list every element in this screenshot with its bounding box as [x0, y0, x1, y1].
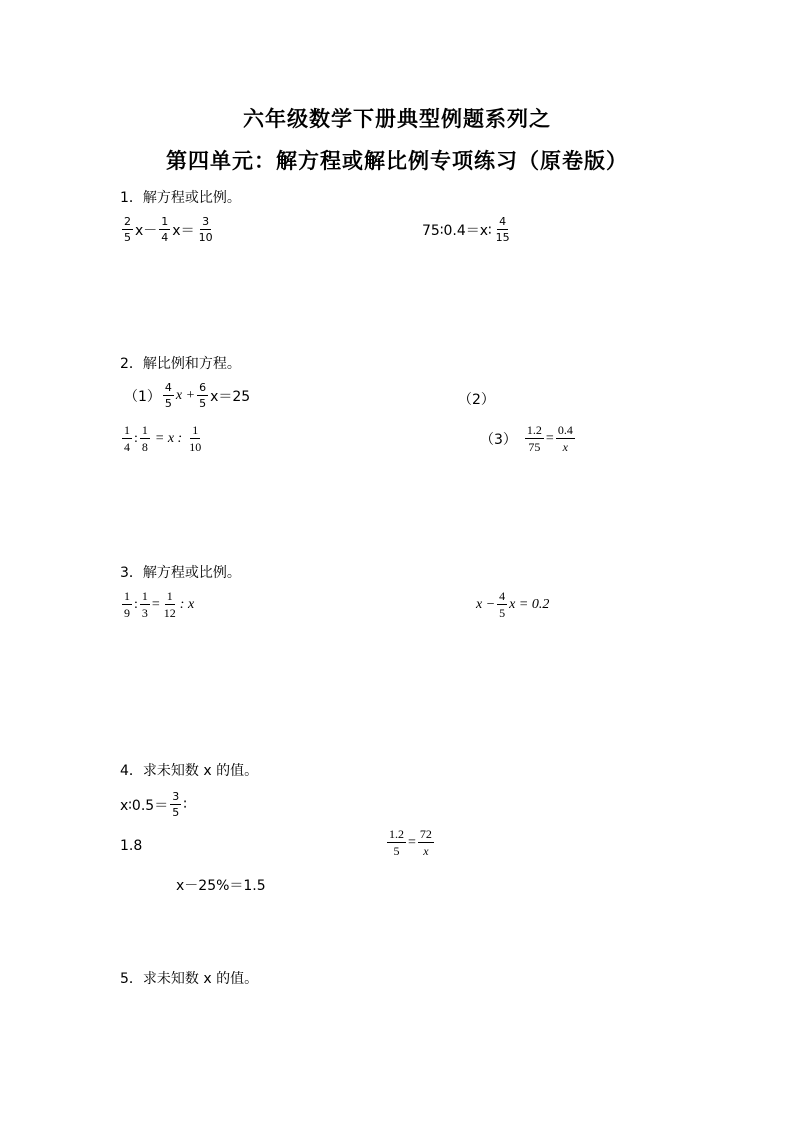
q2-label-2: （2）	[458, 392, 495, 408]
question-4-heading: 4．求未知数 x 的值。	[120, 763, 259, 779]
q3-equation-2: x − $\frac{4}{5}$ x = 0.2	[476, 589, 550, 620]
question-1-heading: 1．解方程或比例。	[120, 190, 241, 206]
question-3-heading: 3．解方程或比例。	[120, 565, 241, 581]
q3-equation-1: $\frac{1}{9}$ : $\frac{1}{3}$ = $\frac{1}{12}$ : x	[124, 589, 195, 620]
page-title: 六年级数学下册典型例题系列之	[243, 106, 551, 131]
q4-equation-1-continued: 1.8	[120, 838, 143, 854]
q2-equation-2: $\frac{1}{4}$ : $\frac{1}{8}$ = x : $\frac{1}{10}$	[124, 423, 202, 454]
q1-equation-1: $\frac{2}{5}$ x－ $\frac{1}{4}$ x＝ $\frac{3}{10}$	[124, 215, 213, 244]
q4-equation-1: x∶0.5＝ $\frac{3}{5}$ ∶	[120, 790, 187, 819]
q2-equation-1: （1） $\frac{4}{5}$ x + $\frac{6}{5}$ x＝25	[124, 381, 251, 410]
page-subtitle: 第四单元：解方程或解比例专项练习（原卷版）	[166, 148, 628, 173]
q4-equation-2: $\frac{1.2}{5}$ = $\frac{72}{x}$	[389, 827, 432, 858]
q1-equation-2: 75∶0.4＝x∶ $\frac{4}{15}$	[422, 215, 510, 244]
question-2-heading: 2．解比例和方程。	[120, 356, 241, 372]
question-5-heading: 5．求未知数 x 的值。	[120, 971, 259, 987]
q4-equation-3: x－25%＝1.5	[176, 878, 266, 894]
q2-equation-3: （3） $\frac{1.2}{75}$ = $\frac{0.4}{x}$	[480, 423, 573, 454]
